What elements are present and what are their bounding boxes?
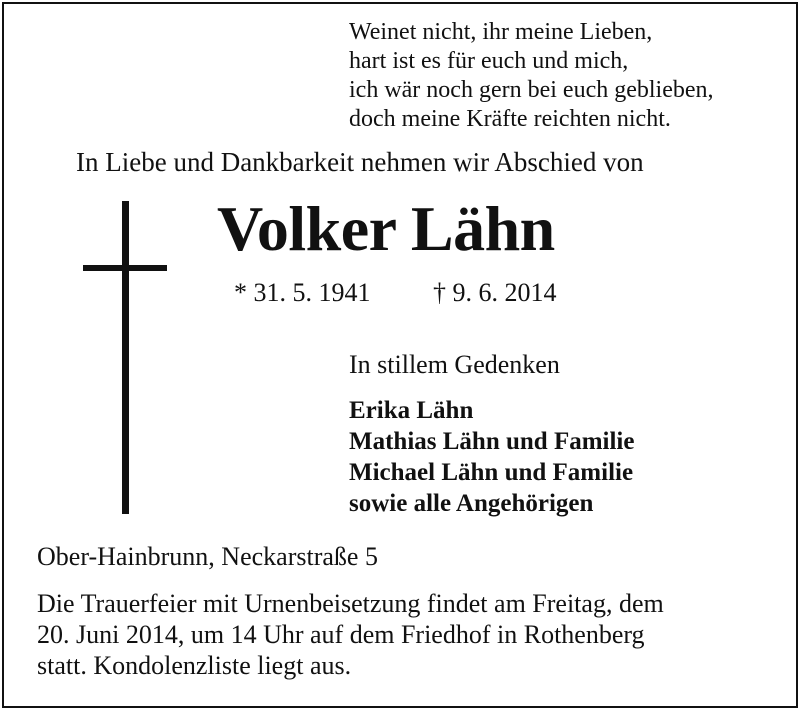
- notice-line: statt. Kondolenzliste liegt aus.: [37, 651, 352, 680]
- intro-text: In Liebe und Dankbarkeit nehmen wir Abschied von: [76, 147, 644, 177]
- death-date: † 9. 6. 2014: [433, 278, 557, 307]
- mourner: Michael Lähn und Familie: [349, 459, 634, 486]
- notice-line: Die Trauerfeier mit Urnenbeisetzung findet am Freitag, dem: [37, 589, 664, 618]
- funeral-notice: [37, 588, 777, 681]
- cross-vertical-bar: [122, 201, 129, 514]
- mourner: Erika Lähn: [349, 397, 474, 424]
- notice-line: 20. Juni 2014, um 14 Uhr auf dem Friedhof in Rothenberg: [37, 620, 645, 649]
- poem-line: ich wär noch gern bei euch geblieben,: [349, 77, 714, 103]
- cross-horizontal-bar: [83, 265, 167, 271]
- deceased-name: Volker Lähn: [217, 193, 555, 264]
- mourners-list: [349, 395, 634, 519]
- poem-line: Weinet nicht, ihr meine Lieben,: [349, 19, 653, 45]
- address: Ober-Hainbrunn, Neckarstraße 5: [37, 542, 378, 571]
- poem: [349, 18, 714, 134]
- poem-line: hart ist es für euch und mich,: [349, 48, 629, 74]
- mourner: sowie alle Angehörigen: [349, 490, 594, 517]
- birth-date: * 31. 5. 1941: [234, 278, 371, 307]
- poem-line: doch meine Kräfte reichten nicht.: [349, 106, 671, 132]
- life-dates: [234, 278, 557, 308]
- obituary-card: [2, 2, 798, 708]
- mourner: Mathias Lähn und Familie: [349, 428, 635, 455]
- memory-heading: In stillem Gedenken: [349, 350, 560, 379]
